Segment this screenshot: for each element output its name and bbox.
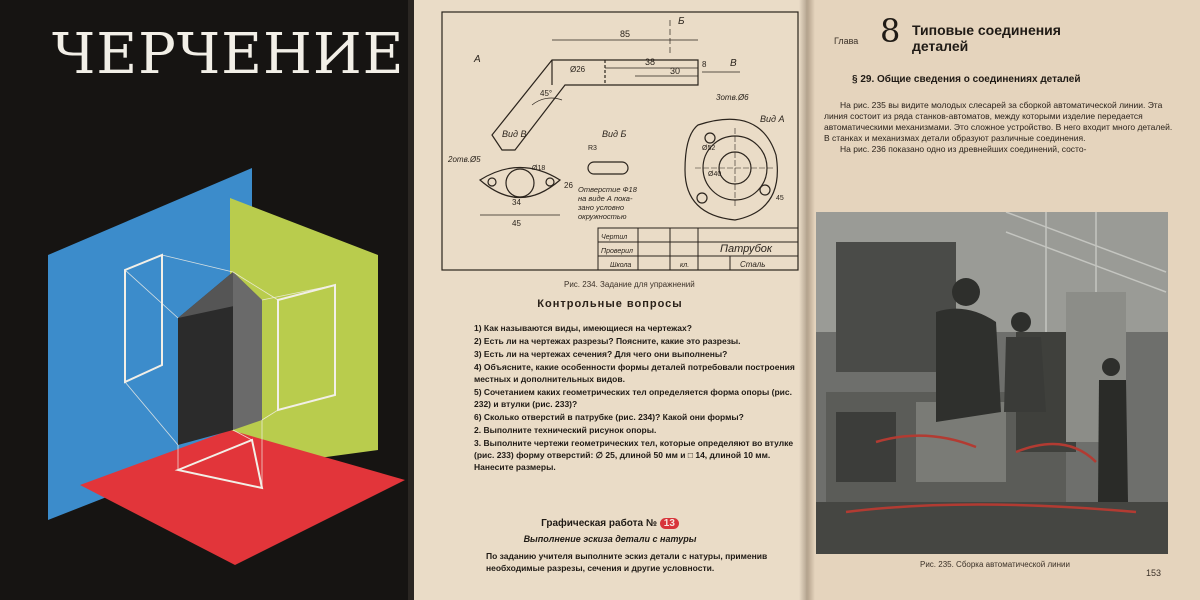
figure-caption-234: Рис. 234. Задание для упражнений bbox=[564, 280, 695, 289]
tb-drew: Чертил bbox=[601, 234, 628, 241]
graphic-work-text: По заданию учителя выполните эскиз детали с натуры, применив необходимые разрезы, сечения и другие условности. bbox=[486, 551, 768, 573]
list-item: 6) Сколько отверстий в патрубке (рис. 234)? Какой они формы? bbox=[474, 412, 744, 422]
cover-title: ЧЕРЧЕНИЕ bbox=[52, 22, 405, 87]
dim-45b: 45 bbox=[776, 195, 784, 202]
tb-school: Школа bbox=[610, 262, 632, 269]
list-item: 3) Есть ли на чертежах сечения? Для чего они выполнены? bbox=[474, 349, 728, 359]
left-page bbox=[414, 0, 806, 600]
body-text bbox=[824, 100, 1174, 155]
list-item: 5) Сочетанием каких геометрических тел определяется форма опоры (рис. 232) и втулки (рис. 233)? bbox=[474, 387, 792, 409]
dim-diam-40: Ø40 bbox=[708, 171, 722, 178]
open-book-spread bbox=[414, 0, 1200, 600]
book-cover bbox=[0, 0, 408, 600]
chapter-title: Типовые соединения деталей bbox=[912, 22, 1061, 54]
body-paragraph: На рис. 236 показано одно из древнейших соединений, состо- bbox=[840, 144, 1087, 154]
factory-photo bbox=[816, 212, 1168, 554]
body-paragraph: На рис. 235 вы видите молодых слесарей за сборкой автоматической линии. Эта линия состоит из ряда станков-автоматов, между которыми изделие передается автоматическими механизмами. Это сложное устройство. В него входит много деталей. В станках и механизмах детали образуют различные соединения. bbox=[824, 100, 1173, 143]
dim-45deg: 45° bbox=[540, 89, 553, 98]
dim-diam-18: Ø18 bbox=[532, 165, 546, 172]
list-item: 1) Как называются виды, имеющиеся на чертежах? bbox=[474, 323, 692, 333]
dim-38: 38 bbox=[645, 57, 656, 67]
dim-34: 34 bbox=[512, 198, 521, 207]
drawing-view-b bbox=[588, 162, 628, 174]
figure-caption-235: Рис. 235. Сборка автоматической линии bbox=[920, 560, 1070, 569]
chapter-number: 8 bbox=[880, 12, 901, 50]
drawing-view-v bbox=[480, 168, 560, 198]
list-item: 3. Выполните чертежи геометрических тел, которые определяют во втулке (рис. 233) форму отверстий: ∅ 25, длиной 50 мм и □ 14, длиной 10 мм. Нанесите размеры. bbox=[474, 438, 794, 472]
dim-26: 26 bbox=[564, 181, 573, 190]
view-v-label: Вид В bbox=[502, 129, 527, 139]
graphic-work-title: Графическая работа № 13 bbox=[414, 518, 806, 529]
tb-class: кл. bbox=[680, 262, 690, 269]
questions-list bbox=[474, 322, 804, 474]
list-item: 2) Есть ли на чертежах разрезы? Поясните, какие это разрезы. bbox=[474, 336, 741, 346]
dim-diam-26: Ø26 bbox=[570, 65, 586, 74]
r3-label: R3 bbox=[588, 145, 597, 152]
holes-left-label: 2отв.Ø5 bbox=[448, 155, 481, 164]
dim-30: 30 bbox=[670, 66, 681, 76]
technical-drawing bbox=[440, 10, 800, 272]
book-gutter bbox=[799, 0, 815, 600]
dim-diam-52: Ø52 bbox=[702, 145, 716, 152]
tb-name: Патрубок bbox=[720, 243, 773, 255]
list-item: 4) Объясните, какие особенности формы деталей потребовали построения местных и дополнительных видов. bbox=[474, 362, 795, 384]
holes-right-label: 3отв.Ø6 bbox=[716, 93, 749, 102]
graphic-work-number-badge: 13 bbox=[660, 518, 679, 529]
label-b-top: Б bbox=[678, 16, 685, 27]
label-a: A bbox=[474, 54, 481, 65]
page-number: 153 bbox=[1146, 568, 1162, 578]
drawing-note: Отверстие Ф18 на виде А пока- зано условно окружностью bbox=[578, 185, 637, 221]
drawing-view-a bbox=[685, 119, 777, 220]
chapter-label: Глава bbox=[834, 36, 859, 46]
questions-heading: Контрольные вопросы bbox=[537, 298, 683, 310]
list-item: 2. Выполните технический рисунок опоры. bbox=[474, 425, 657, 435]
right-page bbox=[808, 0, 1200, 600]
tb-material: Сталь bbox=[740, 260, 766, 269]
label-v: В bbox=[730, 58, 737, 69]
dim-45: 45 bbox=[512, 219, 521, 228]
view-b-label: Вид Б bbox=[602, 129, 627, 139]
cover-geometric-illustration bbox=[0, 0, 408, 600]
dim-85: 85 bbox=[620, 29, 631, 39]
section-title: § 29. Общие сведения о соединениях деталей bbox=[852, 74, 1081, 85]
dim-8: 8 bbox=[702, 60, 707, 69]
tb-checked: Проверил bbox=[601, 248, 633, 255]
graphic-work-subtitle: Выполнение эскиза детали с натуры bbox=[523, 534, 697, 544]
view-a-label: Вид А bbox=[760, 114, 785, 124]
